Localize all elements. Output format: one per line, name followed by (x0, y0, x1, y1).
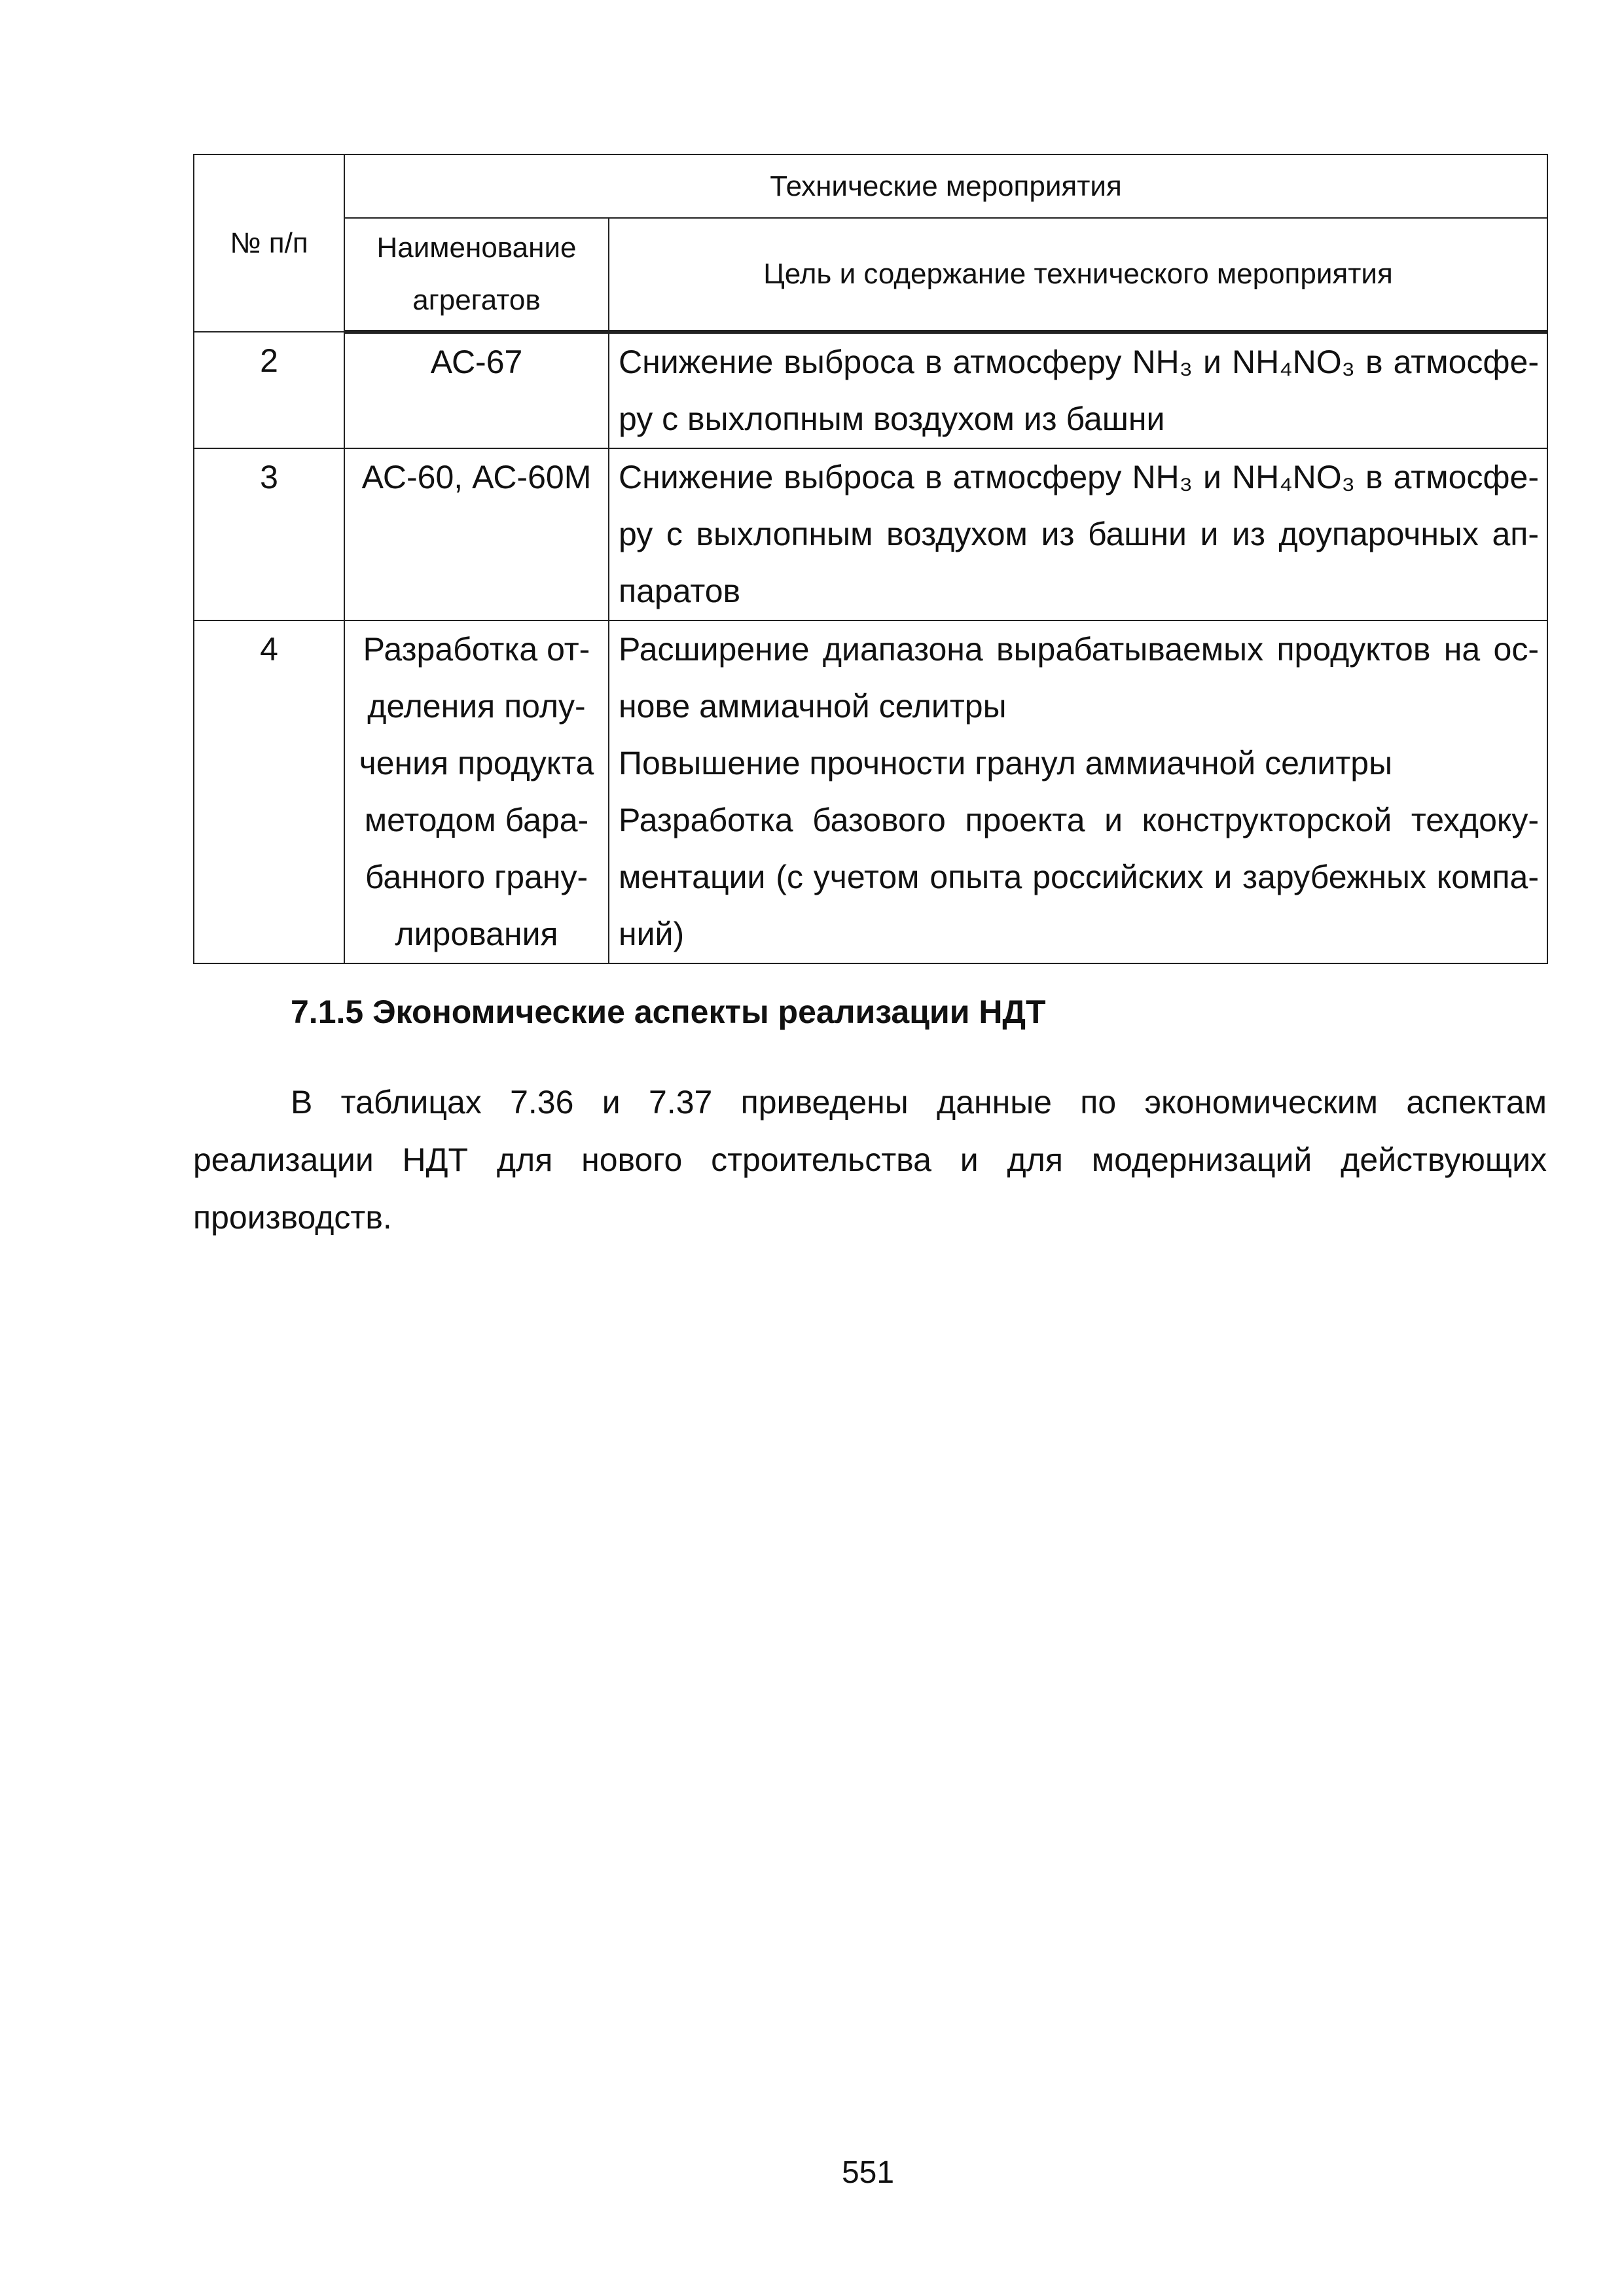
row-purpose (609, 620, 1547, 963)
row-purpose (609, 448, 1547, 620)
purpose-line: Снижение выброса в атмосферу NH₃ и NH₄NO₃ в атмосфе-ру с выхлопным воздухом из башни (619, 344, 1539, 437)
row-purpose (609, 332, 1547, 448)
purpose-line: Повышение прочности гранул аммиачной селитры (619, 745, 1393, 781)
section-heading: 7.1.5 Экономические аспекты реализации НДТ (291, 994, 1046, 1030)
row-name: АС-67 (344, 332, 609, 448)
technical-measures-table (193, 154, 1548, 964)
purpose-line: Расширение диапазона вырабатываемых продуктов на ос-нове аммиачной селитры (619, 631, 1539, 725)
section-paragraph: В таблицах 7.36 и 7.37 приведены данные по экономическим аспектам реализации НДТ для нового строительства и для модернизаций действующих производств. (193, 1084, 1547, 1236)
table-row (194, 332, 1547, 448)
row-name: АС-60, АС-60М (344, 448, 609, 620)
purpose-line: Снижение выброса в атмосферу NH₃ и NH₄NO₃ в атмосфе-ру с выхлопным воздухом из башни и из доупарочных ап-паратов (619, 459, 1539, 609)
header-name: Наименование агрегатов (344, 218, 609, 332)
header-purpose: Цель и содержание технического мероприятия (609, 218, 1547, 332)
row-num: 4 (194, 620, 344, 963)
row-name: Разработка от-деления полу-чения продукта методом бара-банного грану-лирования (344, 620, 609, 963)
purpose-line: Разработка базового проекта и конструкторской техдоку-ментации (с учетом опыта российских и зарубежных компа-ний) (619, 802, 1539, 952)
header-group: Технические мероприятия (344, 154, 1547, 218)
row-num: 2 (194, 332, 344, 448)
table-row (194, 448, 1547, 620)
header-num: № п/п (194, 154, 344, 332)
table-row (194, 620, 1547, 963)
page-number: 551 (841, 2155, 895, 2190)
row-num: 3 (194, 448, 344, 620)
